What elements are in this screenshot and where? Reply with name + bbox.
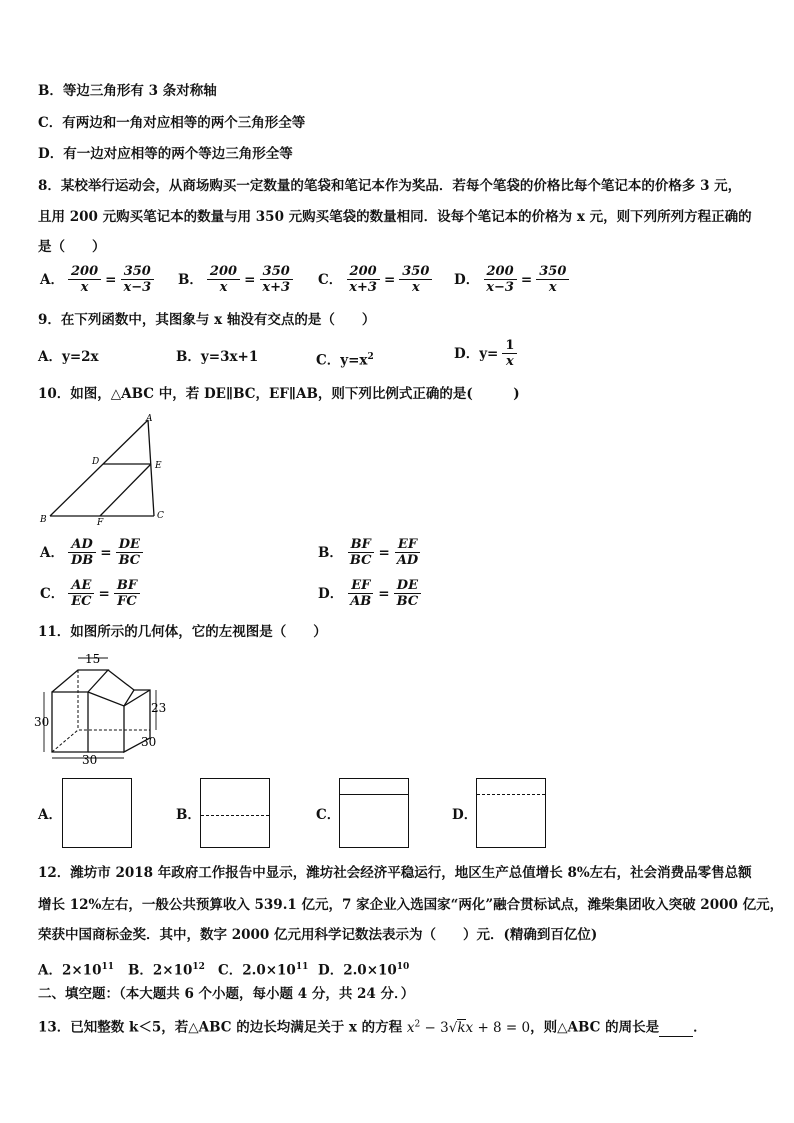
q13-text-a: 13．已知整数 k＜5，若△ABC 的边长均满足关于 x 的方程 [38, 1019, 403, 1036]
equals-sign: = [244, 271, 256, 288]
q8-label: B． [178, 271, 203, 288]
q10-left-den: BC [349, 553, 372, 568]
q12-c-sup: 11 [295, 962, 309, 972]
q9-option-c [316, 348, 374, 370]
equals-sign: = [98, 585, 110, 602]
q13-equation [407, 1020, 530, 1036]
q10-right-den: BC [118, 553, 141, 568]
dim-depth: 30 [141, 735, 157, 749]
q12-option-d [318, 958, 409, 980]
q8-right-den: x+3 [262, 280, 291, 295]
q12-b-text: B．2×10 [128, 962, 193, 979]
q10-right-frac [394, 578, 422, 609]
equals-sign: = [378, 544, 390, 561]
q11-option-b-label: B． [176, 807, 201, 823]
q8-right-den: x [411, 280, 420, 295]
question-8-line-3: 是（ ） [38, 239, 106, 255]
q9-option-b: B．y=3x+1 [176, 349, 259, 365]
q10-label: A． [40, 544, 64, 561]
q9-option-c-text: C．y=x [316, 352, 368, 369]
triangle-figure [36, 412, 176, 528]
q8-right-num: 350 [536, 264, 569, 280]
q10-right-num: DE [116, 537, 143, 553]
q8-option-a [38, 264, 156, 295]
q13-eq-sup: 2 [414, 1019, 421, 1029]
vertex-d-label: D [92, 457, 100, 467]
q8-left-den: x−3 [486, 280, 514, 295]
question-12-line-3: 荣获中国商标金奖．其中，数字 2000 亿元用科学记数法表示为（ ）元．(精确到百亿位) [38, 927, 598, 943]
q10-label: B． [318, 544, 343, 561]
question-12-line-1: 12．潍坊市 2018 年政府工作报告中显示，潍坊社会经济平稳运行，地区生产总值增长 8%左右，社会消费品零售总额 [38, 865, 752, 881]
dim-left: 30 [34, 715, 50, 729]
q12-d-sup: 10 [396, 962, 410, 972]
dim-bottom: 30 [82, 753, 98, 767]
q9-option-c-sup: 2 [367, 352, 374, 362]
q10-right-frac [116, 537, 144, 568]
q10-right-den: BC [396, 594, 419, 609]
option-d-7: D．有一边对应相等的两个等边三角形全等 [38, 146, 293, 162]
q10-right-den: FC [117, 594, 137, 609]
q11-option-d-label: D． [452, 807, 478, 823]
q13-eq-k: k [457, 1019, 466, 1036]
equals-sign: = [383, 271, 396, 288]
q8-right-num: 350 [121, 264, 154, 280]
q8-right-den: x−3 [123, 280, 152, 295]
q8-label: D． [454, 271, 480, 288]
answer-blank[interactable] [659, 1022, 693, 1037]
q10-left-den: EC [71, 594, 92, 609]
q10-right-num: EF [395, 537, 420, 553]
q10-option-b [316, 537, 423, 568]
option-c-7: C．有两边和一角对应相等的两个三角形全等 [38, 115, 306, 131]
section-2-heading: 二、填空题：（本大题共 6 个小题，每小题 4 分，共 24 分．） [38, 986, 415, 1002]
q9-option-a: A．y=2x [38, 349, 99, 365]
question-8-line-2: 且用 200 元购买笔记本的数量与用 350 元购买笔袋的数量相同．设每个笔记本的价格为 x 元，则下列所列方程正确的 [38, 209, 752, 225]
q8-left-den: x [219, 280, 228, 295]
question-8-line-1: 8．某校举行运动会，从商场购买一定数量的笔袋和笔记本作为奖品．若每个笔袋的价格比每个笔记本的价格多 3 元， [38, 178, 742, 194]
q11-view-c [339, 778, 409, 848]
q11-view-a [62, 778, 132, 848]
option-b-7: B．等边三角形有 3 条对称轴 [38, 83, 217, 99]
q11-view-d [476, 778, 546, 848]
dim-top: 15 [85, 652, 101, 666]
q8-right-frac [120, 264, 154, 295]
q10-left-den: DB [70, 553, 94, 568]
question-10: 10．如图，△ABC 中，若 DE∥BC，EF∥AB，则下列比例式正确的是( ) [38, 386, 520, 402]
q10-left-num: EF [348, 578, 373, 594]
q12-a-text: A．2×10 [38, 962, 102, 979]
q11-view-b-dashed-line [201, 815, 269, 816]
q8-right-frac [536, 264, 569, 295]
q9-option-d-frac [502, 338, 517, 369]
q8-option-c [316, 264, 434, 295]
equals-sign: = [105, 271, 117, 288]
q11-view-c-solid-line [340, 794, 408, 795]
q10-right-frac [394, 537, 421, 568]
question-9: 9．在下列函数中，其图象与 x 轴没有交点的是（ ） [38, 312, 376, 328]
q13-eq-x: x [406, 1019, 415, 1036]
q8-right-num: 350 [399, 264, 432, 280]
vertex-f-label: F [97, 518, 104, 528]
q10-left-num: BF [348, 537, 374, 553]
q10-label: D． [318, 585, 344, 602]
q10-left-frac [347, 578, 374, 609]
q12-option-b [128, 958, 205, 980]
question-13 [38, 1015, 707, 1037]
q8-option-b [176, 264, 295, 295]
q8-left-den: x [80, 280, 89, 295]
q8-left-frac [483, 264, 517, 295]
q12-option-c [218, 958, 308, 980]
q10-left-frac [347, 537, 375, 568]
q8-right-num: 350 [260, 264, 293, 280]
q8-label: C． [318, 271, 343, 288]
q11-view-d-dashed-line [477, 794, 545, 795]
q8-right-frac [259, 264, 293, 295]
q8-left-den: x+3 [349, 280, 377, 295]
q9-d-den: x [506, 354, 514, 369]
equals-sign: = [378, 585, 390, 602]
vertex-b-label: B [40, 515, 47, 525]
q8-right-frac [399, 264, 432, 295]
q10-left-num: AD [68, 537, 95, 553]
q8-option-d [452, 264, 571, 295]
q10-left-num: AE [68, 578, 94, 594]
q10-right-frac [114, 578, 140, 609]
question-12-line-2: 增长 12%左右，一般公共预算收入 539.1 亿元，7 家企业入选国家“两化”融合贯标试点，潍柴集团收入突破 2000 亿元， [38, 897, 784, 913]
q10-option-a [38, 537, 145, 568]
q12-c-text: C．2.0×10 [218, 962, 296, 979]
q13-text-c: ． [693, 1019, 707, 1036]
q13-eq-minus3: − 3 [424, 1019, 449, 1036]
vertex-a-label: A [146, 414, 153, 424]
q9-d-num: 1 [502, 338, 517, 354]
q9-option-d-text: D．y= [454, 345, 499, 362]
q10-option-d [316, 578, 423, 609]
q13-eq-x2: x [465, 1019, 474, 1036]
q8-left-num: 200 [347, 264, 380, 280]
q8-label: A． [40, 271, 64, 288]
vertex-e-label: E [155, 461, 162, 471]
q10-label: C． [40, 585, 65, 602]
q8-right-den: x [548, 280, 557, 295]
q10-right-den: AD [396, 553, 419, 568]
q8-left-frac [68, 264, 101, 295]
q8-left-frac [346, 264, 380, 295]
q12-a-sup: 11 [101, 962, 114, 972]
q12-b-sup: 12 [192, 962, 205, 972]
q11-option-c-label: C． [316, 807, 341, 823]
q9-option-d [452, 338, 519, 369]
q12-d-text: D．2.0×10 [318, 962, 397, 979]
q13-eq-plus8: + 8 = 0 [477, 1019, 531, 1036]
q8-left-num: 200 [207, 264, 240, 280]
q10-left-frac [68, 537, 96, 568]
q10-option-c [38, 578, 142, 609]
q11-view-b [200, 778, 270, 848]
q8-left-num: 200 [68, 264, 101, 280]
q12-option-a [38, 958, 114, 980]
q10-left-frac [68, 578, 94, 609]
solid-figure [34, 650, 174, 768]
question-11: 11．如图所示的几何体，它的左视图是（ ） [38, 624, 327, 640]
q10-right-num: DE [394, 578, 421, 594]
q10-left-den: AB [350, 594, 372, 609]
equals-sign: = [520, 271, 533, 288]
q13-text-b: ，则△ABC 的周长是 [530, 1019, 660, 1036]
vertex-c-label: C [157, 511, 164, 521]
q8-left-num: 200 [484, 264, 517, 280]
q11-option-a-label: A． [38, 807, 62, 823]
dim-right: 23 [151, 701, 167, 715]
equals-sign: = [100, 544, 112, 561]
q10-right-num: BF [114, 578, 140, 594]
sqrt-icon: √ [448, 1019, 458, 1036]
q8-left-frac [207, 264, 240, 295]
